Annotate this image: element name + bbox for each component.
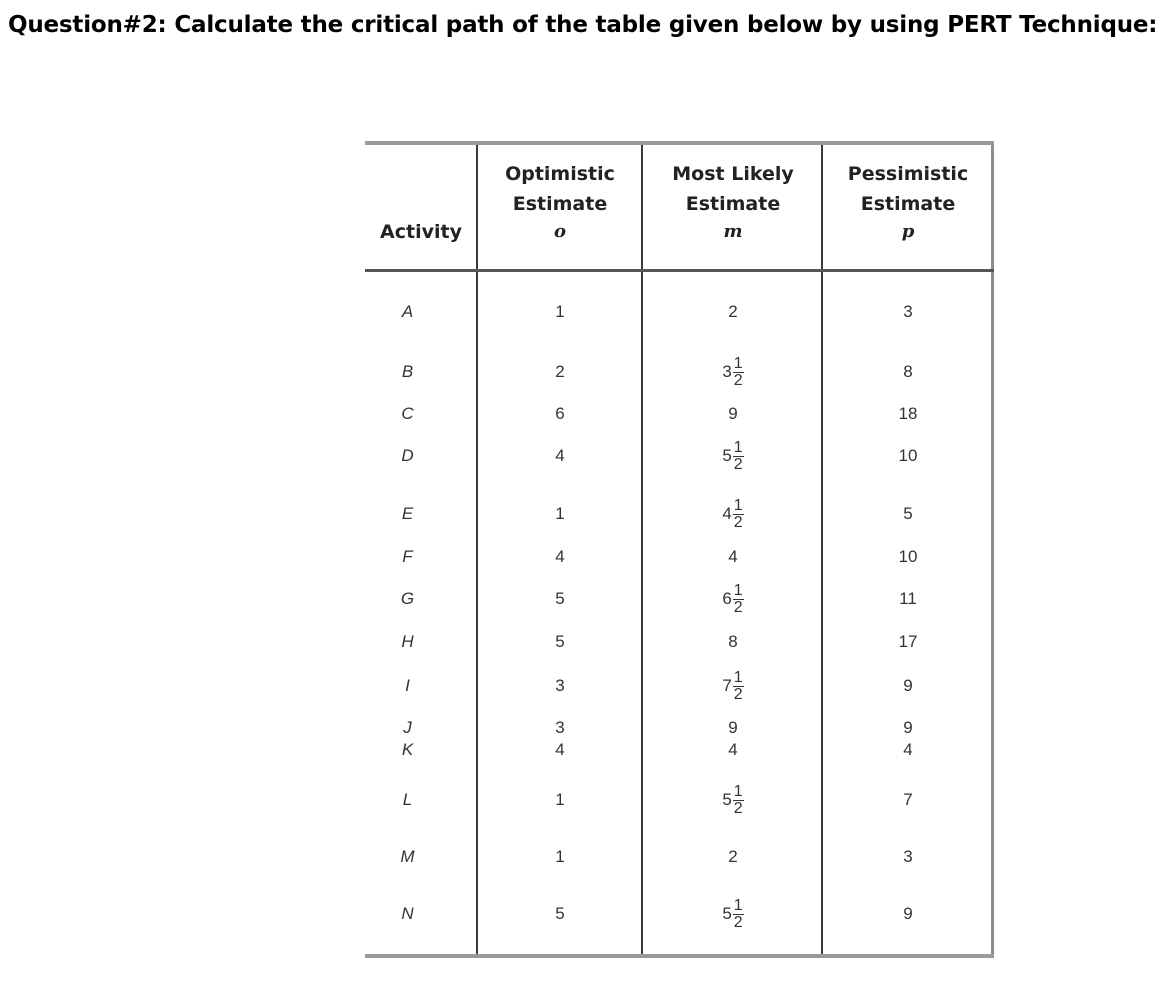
cell-optimistic: 3 — [555, 676, 565, 695]
fraction-numerator: 1 — [733, 497, 743, 515]
cell-activity: C — [401, 404, 414, 423]
fraction-denominator: 2 — [733, 372, 743, 390]
cell-pessimistic: 11 — [899, 589, 917, 608]
cell-most-likely — [644, 582, 822, 616]
fraction-numerator: 1 — [733, 897, 743, 915]
table-row — [365, 783, 994, 817]
fraction-denominator: 2 — [733, 599, 743, 617]
cell-optimistic: 1 — [555, 302, 565, 321]
most-likely-whole: 4 — [728, 740, 738, 759]
fraction-numerator: 1 — [733, 783, 743, 801]
most-likely-whole: 7 — [722, 676, 732, 695]
header-optimistic-line2: Estimate — [512, 193, 608, 215]
cell-activity: A — [401, 302, 414, 321]
cell-most-likely — [644, 295, 822, 329]
cell-activity: F — [402, 547, 413, 566]
table-row — [365, 397, 994, 431]
cell-pessimistic: 7 — [903, 790, 913, 809]
header-most-likely — [644, 159, 822, 245]
header-pessimistic-line1: Pessimistic — [847, 163, 969, 185]
most-likely-fraction — [733, 784, 744, 817]
header-most-likely-line2: Estimate — [685, 193, 781, 215]
most-likely-whole: 5 — [722, 904, 732, 923]
table-row — [365, 840, 994, 874]
most-likely-fraction — [733, 356, 744, 389]
cell-pessimistic: 4 — [903, 740, 913, 759]
table-row — [365, 540, 994, 574]
cell-optimistic: 6 — [555, 404, 565, 423]
cell-pessimistic: 9 — [903, 676, 913, 695]
cell-pessimistic: 18 — [898, 404, 918, 423]
cell-activity: D — [401, 446, 414, 465]
cell-pessimistic: 17 — [898, 632, 918, 651]
table-row — [365, 897, 994, 931]
most-likely-whole: 6 — [722, 589, 732, 608]
cell-most-likely — [644, 783, 822, 817]
most-likely-whole: 9 — [728, 404, 738, 423]
cell-activity: M — [400, 847, 415, 866]
cell-activity: E — [401, 504, 414, 523]
table-row — [365, 497, 994, 531]
cell-most-likely — [644, 540, 822, 574]
fraction-numerator: 1 — [733, 355, 743, 373]
cell-optimistic: 5 — [555, 904, 565, 923]
cell-most-likely — [644, 397, 822, 431]
table-row — [365, 733, 994, 767]
most-likely-whole: 3 — [722, 362, 732, 381]
cell-optimistic: 4 — [555, 740, 565, 759]
table-row — [365, 295, 994, 329]
table-row — [365, 439, 994, 473]
cell-most-likely — [644, 733, 822, 767]
header-most-likely-line1: Most Likely — [672, 163, 794, 185]
cell-pessimistic: 10 — [898, 446, 918, 465]
header-optimistic-symbol: o — [553, 221, 566, 242]
cell-pessimistic: 8 — [903, 362, 913, 381]
cell-pessimistic: 5 — [903, 504, 913, 523]
table-row — [365, 582, 994, 616]
cell-activity: N — [401, 904, 414, 923]
cell-pessimistic: 3 — [903, 302, 913, 321]
cell-optimistic: 1 — [555, 790, 565, 809]
cell-activity: L — [402, 790, 413, 809]
cell-most-likely — [644, 439, 822, 473]
cell-optimistic: 5 — [555, 632, 565, 651]
header-optimistic — [478, 159, 642, 245]
header-activity: Activity — [380, 221, 462, 243]
fraction-denominator: 2 — [733, 686, 743, 704]
most-likely-whole: 9 — [728, 718, 738, 737]
fraction-numerator: 1 — [733, 439, 743, 457]
pert-estimates-table — [365, 141, 994, 958]
most-likely-whole: 4 — [728, 547, 738, 566]
cell-optimistic: 1 — [555, 504, 565, 523]
cell-pessimistic: 10 — [898, 547, 918, 566]
cell-optimistic: 5 — [555, 589, 565, 608]
header-pessimistic-line2: Estimate — [860, 193, 956, 215]
most-likely-fraction — [733, 898, 744, 931]
cell-pessimistic: 3 — [903, 847, 913, 866]
cell-optimistic: 3 — [555, 718, 565, 737]
header-pessimistic — [824, 159, 992, 245]
most-likely-fraction — [733, 498, 744, 531]
table-row — [365, 355, 994, 389]
cell-most-likely — [644, 897, 822, 931]
question-title: Question#2: Calculate the critical path of the table given below by using PERT Technique: — [8, 12, 1158, 38]
most-likely-fraction — [733, 440, 744, 473]
cell-activity: K — [401, 740, 414, 759]
table-row — [365, 625, 994, 659]
header-most-likely-symbol: m — [723, 221, 743, 242]
header-optimistic-line1: Optimistic — [505, 163, 615, 185]
cell-activity: B — [401, 362, 414, 381]
cell-pessimistic: 9 — [903, 904, 913, 923]
most-likely-fraction — [733, 670, 744, 703]
most-likely-whole: 8 — [728, 632, 738, 651]
fraction-denominator: 2 — [733, 456, 743, 474]
cell-activity: H — [401, 632, 414, 651]
cell-most-likely — [644, 669, 822, 703]
cell-optimistic: 4 — [555, 547, 565, 566]
most-likely-whole: 5 — [722, 446, 732, 465]
cell-activity: G — [400, 589, 415, 608]
cell-most-likely — [644, 625, 822, 659]
table-row — [365, 669, 994, 703]
cell-optimistic: 4 — [555, 446, 565, 465]
cell-activity: J — [403, 718, 412, 737]
fraction-numerator: 1 — [733, 669, 743, 687]
cell-pessimistic: 9 — [903, 718, 913, 737]
most-likely-whole: 5 — [722, 790, 732, 809]
header-pessimistic-symbol: p — [901, 221, 915, 242]
fraction-numerator: 1 — [733, 582, 743, 600]
cell-most-likely — [644, 840, 822, 874]
fraction-denominator: 2 — [733, 914, 743, 932]
most-likely-fraction — [733, 583, 744, 616]
cell-activity: I — [405, 676, 410, 695]
header-divider — [365, 269, 994, 272]
cell-optimistic: 1 — [555, 847, 565, 866]
most-likely-whole: 4 — [722, 504, 732, 523]
most-likely-whole: 2 — [728, 847, 738, 866]
fraction-denominator: 2 — [733, 514, 743, 532]
cell-optimistic: 2 — [555, 362, 565, 381]
fraction-denominator: 2 — [733, 800, 743, 818]
cell-most-likely — [644, 497, 822, 531]
cell-most-likely — [644, 355, 822, 389]
most-likely-whole: 2 — [728, 302, 738, 321]
